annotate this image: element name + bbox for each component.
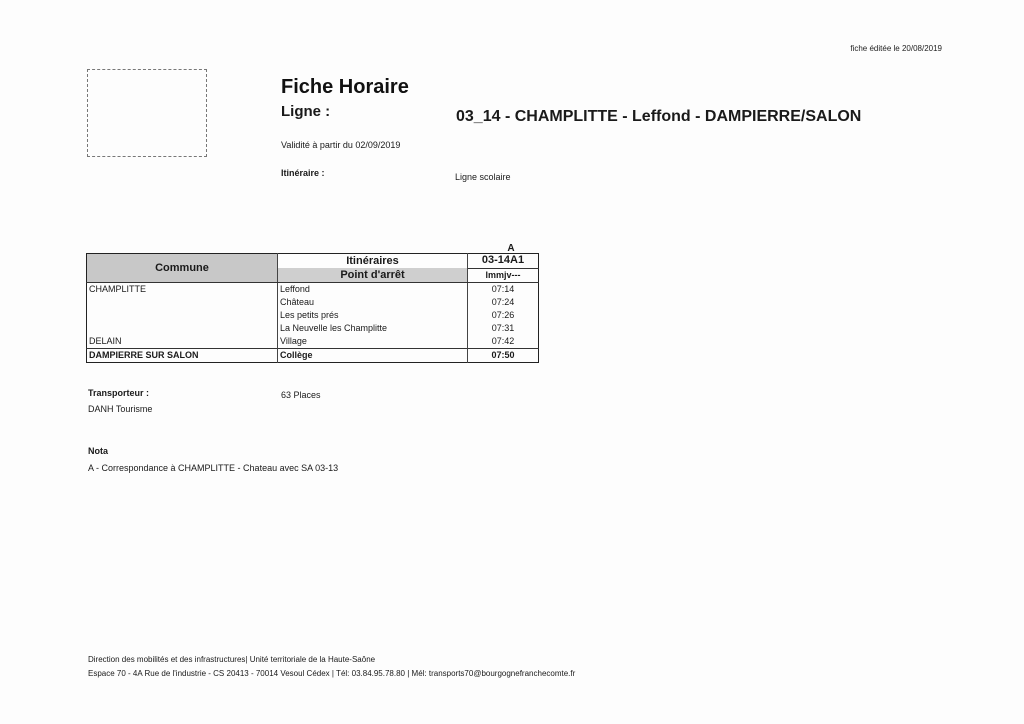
footer-contact: Espace 70 - 4A Rue de l'industrie - CS 20413 - 70014 Vesoul Cédex | Tél: 03.84.95.78.80 | Mél: transports70@bourgognefranchecomte.fr bbox=[88, 669, 576, 678]
logo-placeholder bbox=[87, 69, 207, 157]
row-stop: Les petits prés bbox=[278, 309, 468, 322]
itinerary-label: Itinéraire : bbox=[281, 168, 325, 178]
course-code: 03-14A1 bbox=[468, 254, 539, 269]
itinerary-value: Ligne scolaire bbox=[455, 172, 511, 182]
table-row bbox=[87, 309, 539, 322]
nota-label: Nota bbox=[88, 446, 108, 456]
row-time: 07:14 bbox=[491, 284, 515, 294]
row-time: 07:31 bbox=[491, 323, 515, 333]
places-count: 63 Places bbox=[281, 390, 321, 400]
table-row bbox=[87, 335, 539, 349]
row-stop: Leffond bbox=[278, 283, 468, 297]
header-itineraries: Itinéraires bbox=[278, 254, 468, 269]
row-stop: Collège bbox=[278, 349, 468, 363]
header-stop: Point d'arrêt bbox=[278, 268, 468, 283]
row-commune bbox=[87, 322, 278, 335]
row-commune: DELAIN bbox=[87, 335, 278, 349]
table-row bbox=[87, 349, 539, 363]
row-commune bbox=[87, 309, 278, 322]
line-label: Ligne : bbox=[281, 103, 331, 120]
row-commune: CHAMPLITTE bbox=[87, 283, 278, 297]
column-letter: A bbox=[507, 243, 515, 254]
row-stop: La Neuvelle les Champlitte bbox=[278, 322, 468, 335]
row-stop: Village bbox=[278, 335, 468, 349]
footer-direction: Direction des mobilités et des infrastructures| Unité territoriale de la Haute-Saône bbox=[88, 655, 376, 664]
nota-text: A - Correspondance à CHAMPLITTE - Chateau avec SA 03-13 bbox=[88, 463, 339, 473]
row-time: 07:50 bbox=[491, 350, 515, 360]
course-days: lmmjv--- bbox=[468, 268, 539, 283]
row-time: 07:24 bbox=[491, 297, 515, 307]
transporter-label: Transporteur : bbox=[88, 388, 150, 398]
transporter-value: DANH Tourisme bbox=[88, 404, 153, 414]
validity-date: Validité à partir du 02/09/2019 bbox=[281, 140, 401, 150]
table-row bbox=[87, 296, 539, 309]
edition-date: fiche éditée le 20/08/2019 bbox=[850, 44, 942, 53]
table-row bbox=[87, 283, 539, 297]
page-title: Fiche Horaire bbox=[281, 76, 409, 98]
line-name: 03_14 - CHAMPLITTE - Leffond - DAMPIERRE/SALON bbox=[456, 108, 862, 125]
row-commune bbox=[87, 296, 278, 309]
row-time: 07:26 bbox=[491, 310, 515, 320]
schedule-table bbox=[86, 253, 539, 363]
row-stop: Château bbox=[278, 296, 468, 309]
header-commune: Commune bbox=[87, 254, 278, 283]
row-time: 07:42 bbox=[491, 336, 515, 346]
row-commune: DAMPIERRE SUR SALON bbox=[87, 349, 278, 363]
table-row bbox=[87, 322, 539, 335]
